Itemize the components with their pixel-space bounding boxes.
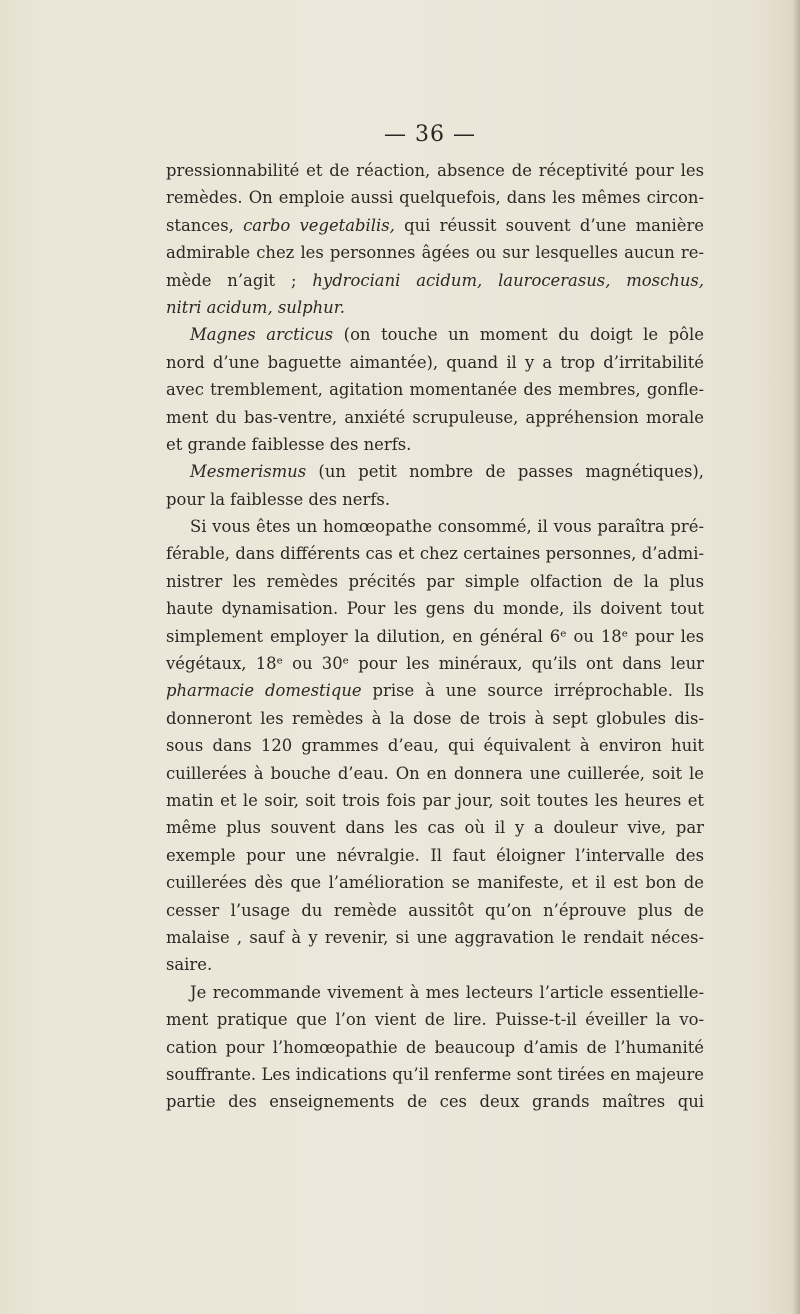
italic-text: Mesmerismus [190,462,307,482]
text-line [166,486,704,513]
italic-text: pharmacie domestique [166,681,362,701]
text-segment: avec tremblement, agitation momentanée des membres, gonfle- [166,380,704,400]
text-line [166,760,704,787]
text-segment: admirable chez les personnes âgées ou sur lesquelles aucun re- [166,243,704,263]
text-segment: (on touche un moment du doigt le pôle [333,325,704,345]
text-line [166,1006,704,1033]
text-segment: stances, [166,215,244,235]
body-text [166,157,704,1116]
text-segment: ment du bas-ventre, anxiété scrupuleuse, appréhension morale [166,407,704,427]
text-segment: remèdes. On emploie aussi quelquefois, dans les mêmes circon- [166,188,704,208]
italic-text: hydrociani acidum, laurocerasus, moschus, [312,270,704,290]
text-segment: pour la faiblesse des nerfs. [166,489,391,509]
text-segment: donneront les remèdes à la dose de trois à sept globules dis- [166,708,704,728]
text-segment: férable, dans différents cas et chez certaines personnes, d’admi- [166,544,704,564]
text-line [166,732,704,759]
text-line [166,376,704,403]
text-line [166,404,704,431]
italic-text: carbo vegetabilis, [243,215,395,235]
text-segment: cation pour l’homœopathie de beaucoup d’amis de l’humanité [166,1037,704,1057]
text-segment: (un petit nombre de passes magnétiques), [306,462,704,482]
text-line [166,1061,704,1088]
paragraph [166,157,704,321]
text-segment: nord d’une baguette aimantée), quand il y a trop d’irritabilité [166,352,704,372]
text-line [166,869,704,896]
text-line [166,595,704,622]
text-segment: nistrer les remèdes précités par simple olfaction de la plus [166,571,704,591]
italic-text: nitri acidum, sulphur. [166,297,345,317]
text-line [166,184,704,211]
text-segment: prise à une source irréprochable. Ils [361,681,704,701]
text-segment: exemple pour une névralgie. Il faut éloigner l’intervalle des [166,845,704,865]
text-line [166,157,704,184]
text-line [166,1088,704,1115]
text-segment: matin et le soir, soit trois fois par jour, soit toutes les heures et [166,790,704,810]
text-segment: ment pratique que l’on vient de lire. Puisse-t-il éveiller la vo- [166,1010,704,1030]
text-segment: même plus souvent dans les cas où il y a douleur vive, par [166,818,704,838]
paragraph [166,513,704,979]
text-line [166,1034,704,1061]
text-segment: souffrante. Les indications qu’il renferme sont tirées en majeure [166,1064,704,1084]
text-segment: végétaux, 18ᵉ ou 30ᵉ pour les minéraux, qu’ils ont dans leur [166,654,704,674]
text-segment: Si vous êtes un homœopathe consommé, il vous paraîtra pré- [190,517,704,537]
text-line [166,814,704,841]
text-line [166,267,704,294]
text-line [166,212,704,239]
text-segment: mède n’agit ; [166,270,313,290]
text-line [166,349,704,376]
text-segment: qui réussit souvent d’une manière [394,215,704,235]
text-line [166,677,704,704]
text-line [166,924,704,951]
text-line [166,979,704,1006]
text-line [166,540,704,567]
text-segment: sous dans 120 grammes d’eau, qui équivalent à environ huit [166,736,704,756]
paragraph [166,979,704,1116]
text-segment: cesser l’usage du remède aussitôt qu’on n’éprouve plus de [166,900,704,920]
text-line [166,705,704,732]
text-segment: partie des enseignements de ces deux grands maîtres qui [166,1092,704,1112]
text-segment: et grande faiblesse des nerfs. [166,434,412,454]
text-line [166,458,704,485]
page-edge-shadow [792,0,800,1314]
text-line [166,239,704,266]
text-line [166,513,704,540]
text-line [166,321,704,348]
text-line [166,650,704,677]
text-line [166,623,704,650]
text-segment: Je recommande vivement à mes lecteurs l’article essentielle- [190,982,704,1002]
text-segment: cuillerées dès que l’amélioration se manifeste, et il est bon de [166,873,704,893]
text-segment: saire. [166,955,213,975]
text-line [166,431,704,458]
text-line [166,568,704,595]
text-line [166,294,704,321]
text-segment: cuillerées à bouche d’eau. On en donnera une cuillerée, soit le [166,763,704,783]
text-line [166,842,704,869]
text-line [166,897,704,924]
text-line [166,787,704,814]
text-line [166,951,704,978]
page-number: — 36 — [384,122,476,147]
text-segment: haute dynamisation. Pour les gens du monde, ils doivent tout [166,599,704,619]
text-segment: malaise , sauf à y revenir, si une aggravation le rendait néces- [166,927,704,947]
paragraph [166,458,704,513]
paragraph [166,321,704,458]
italic-text: Magnes arcticus [190,325,334,345]
text-segment: pressionnabilité et de réaction, absence de réceptivité pour les [166,161,704,180]
text-segment: simplement employer la dilution, en général 6ᵉ ou 18ᵉ pour les [166,626,704,646]
